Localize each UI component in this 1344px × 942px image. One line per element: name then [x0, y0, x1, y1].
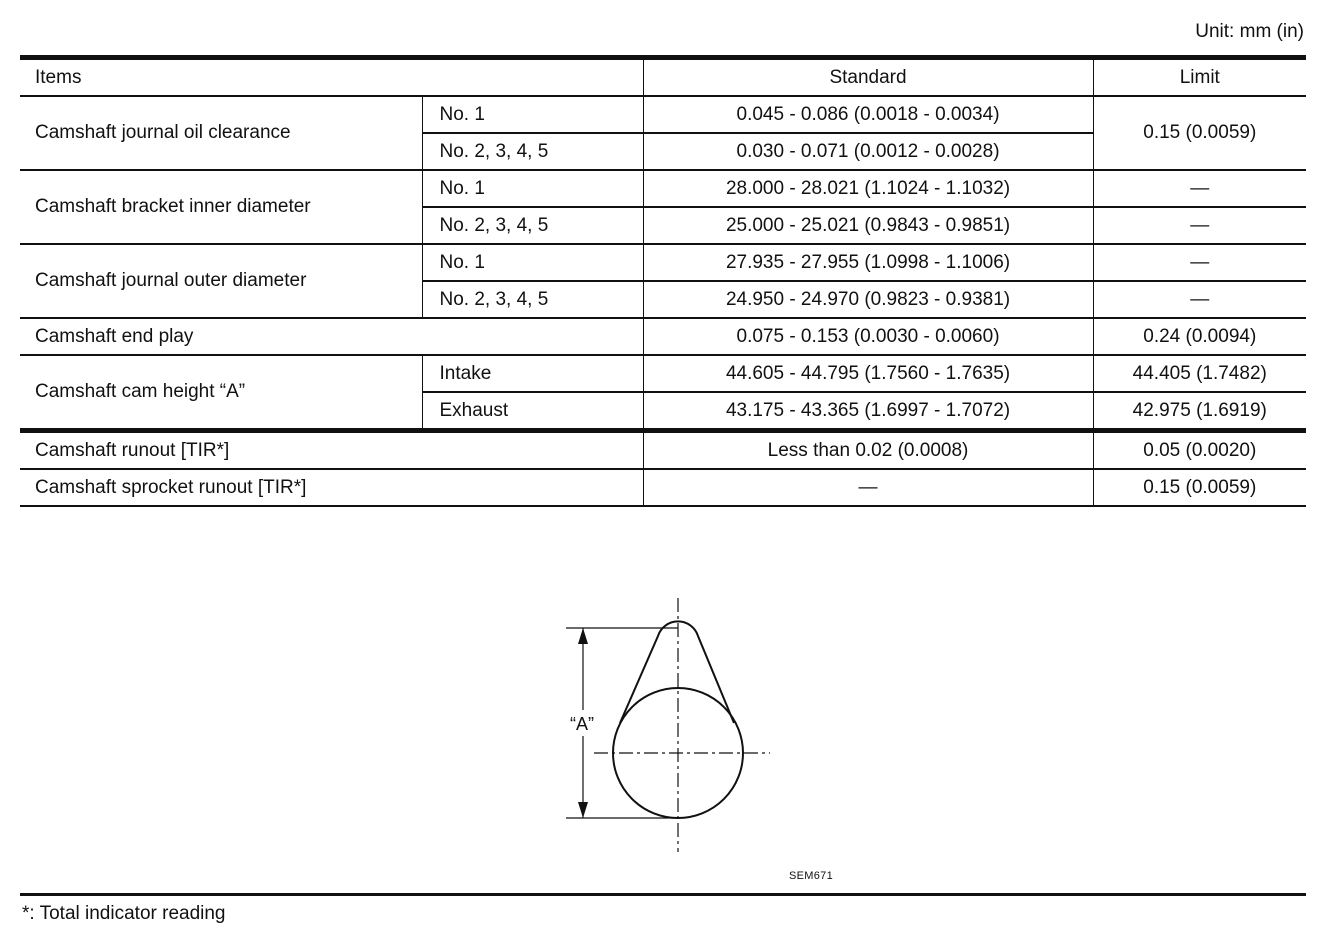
standard-value: 25.000 - 25.021 (0.9843 - 0.9851)	[643, 207, 1093, 244]
item-label: Camshaft cam height “A”	[20, 355, 422, 431]
standard-value: 28.000 - 28.021 (1.1024 - 1.1032)	[643, 170, 1093, 207]
item-label: Camshaft runout [TIR*]	[20, 431, 643, 470]
limit-value: 0.15 (0.0059)	[1093, 469, 1306, 506]
sub-label: Intake	[422, 355, 643, 392]
table-row	[20, 431, 1306, 470]
footnote: *: Total indicator reading	[22, 903, 226, 924]
item-label: Camshaft journal oil clearance	[20, 96, 422, 170]
standard-value: 27.935 - 27.955 (1.0998 - 1.1006)	[643, 244, 1093, 281]
table-row	[20, 170, 1306, 207]
header-standard: Standard	[643, 58, 1093, 97]
camshaft-spec-table	[20, 55, 1306, 507]
bottom-rule	[20, 893, 1306, 896]
limit-value: —	[1093, 281, 1306, 318]
standard-value: Less than 0.02 (0.0008)	[643, 431, 1093, 470]
standard-value: 0.045 - 0.086 (0.0018 - 0.0034)	[643, 96, 1093, 133]
sub-label: No. 1	[422, 244, 643, 281]
arrow-down-icon	[578, 802, 588, 818]
header-items: Items	[20, 58, 643, 97]
standard-value: 44.605 - 44.795 (1.7560 - 1.7635)	[643, 355, 1093, 392]
limit-value: 42.975 (1.6919)	[1093, 392, 1306, 431]
sub-label: No. 2, 3, 4, 5	[422, 133, 643, 170]
table-row	[20, 355, 1306, 392]
table-row	[20, 318, 1306, 355]
limit-value: 0.05 (0.0020)	[1093, 431, 1306, 470]
limit-value: —	[1093, 244, 1306, 281]
limit-value: —	[1093, 170, 1306, 207]
sub-label: No. 1	[422, 96, 643, 133]
standard-value: —	[643, 469, 1093, 506]
sub-label: No. 1	[422, 170, 643, 207]
table-row	[20, 96, 1306, 133]
cam-height-diagram	[550, 590, 790, 860]
dimension-label-a: “A”	[570, 714, 594, 734]
table-row	[20, 469, 1306, 506]
limit-value: —	[1093, 207, 1306, 244]
unit-label: Unit: mm (in)	[1195, 21, 1304, 42]
standard-value: 0.030 - 0.071 (0.0012 - 0.0028)	[643, 133, 1093, 170]
table-header-row	[20, 58, 1306, 97]
figure-code: SEM671	[789, 870, 833, 882]
item-label: Camshaft end play	[20, 318, 643, 355]
standard-value: 0.075 - 0.153 (0.0030 - 0.0060)	[643, 318, 1093, 355]
item-label: Camshaft journal outer diameter	[20, 244, 422, 318]
table-row	[20, 244, 1306, 281]
standard-value: 43.175 - 43.365 (1.6997 - 1.7072)	[643, 392, 1093, 431]
standard-value: 24.950 - 24.970 (0.9823 - 0.9381)	[643, 281, 1093, 318]
item-label: Camshaft sprocket runout [TIR*]	[20, 469, 643, 506]
header-limit: Limit	[1093, 58, 1306, 97]
cam-lobe-outline	[620, 621, 734, 723]
arrow-up-icon	[578, 628, 588, 644]
sub-label: Exhaust	[422, 392, 643, 431]
sub-label: No. 2, 3, 4, 5	[422, 207, 643, 244]
item-label: Camshaft bracket inner diameter	[20, 170, 422, 244]
limit-value: 0.15 (0.0059)	[1093, 96, 1306, 170]
sub-label: No. 2, 3, 4, 5	[422, 281, 643, 318]
limit-value: 44.405 (1.7482)	[1093, 355, 1306, 392]
limit-value: 0.24 (0.0094)	[1093, 318, 1306, 355]
